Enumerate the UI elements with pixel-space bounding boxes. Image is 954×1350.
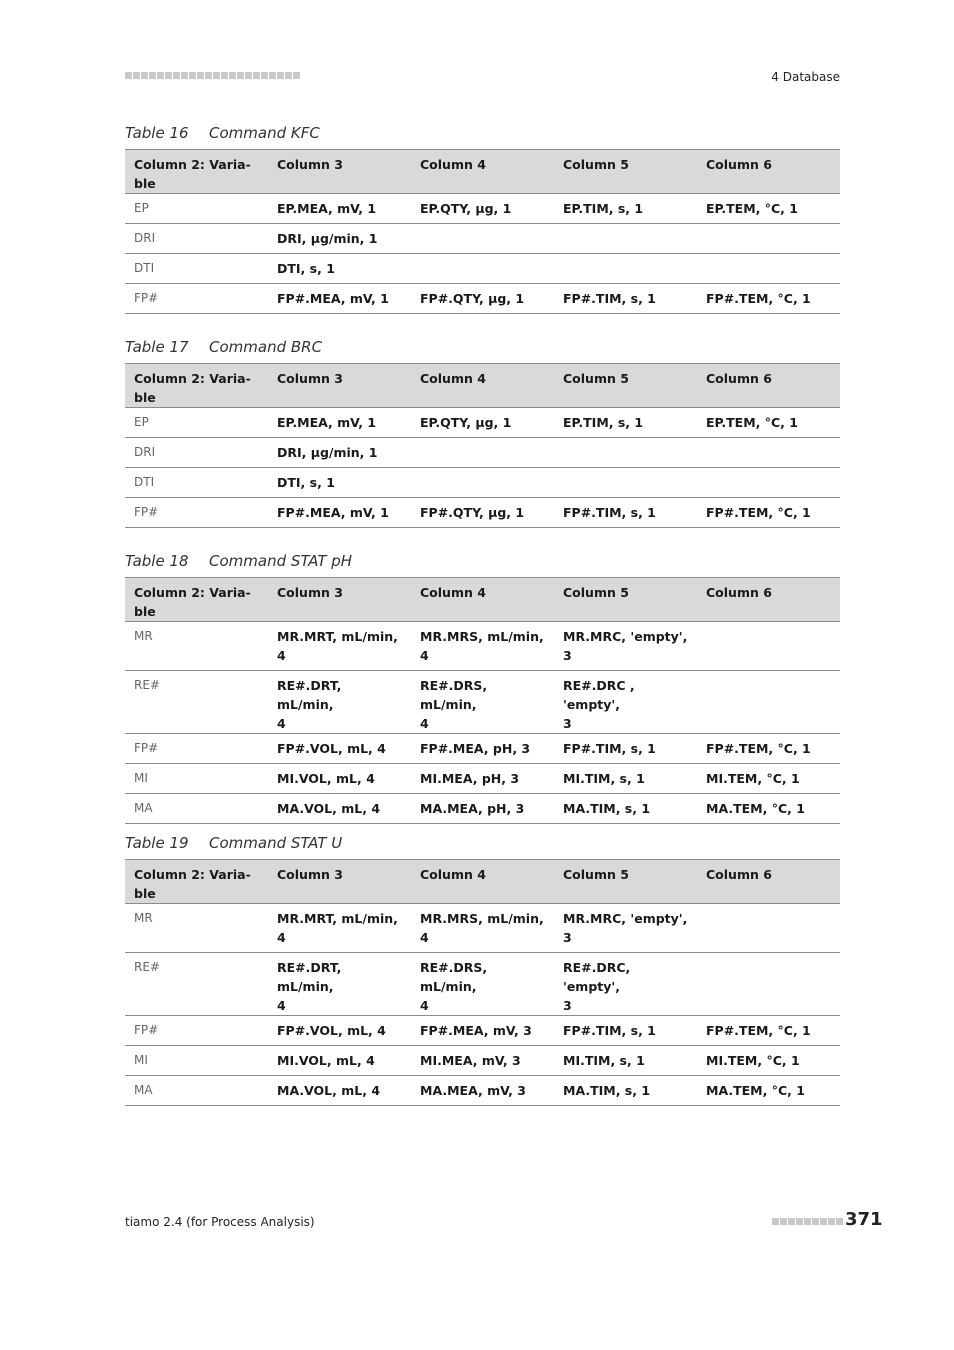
table-cell — [411, 438, 554, 468]
running-header: 4 Database — [771, 70, 840, 84]
table-cell: MI.TEM, °C, 1 — [697, 1046, 840, 1076]
table-cell: DTI, s, 1 — [268, 254, 411, 284]
table-caption — [125, 833, 840, 853]
table-cell: FP#.TIM, s, 1 — [554, 734, 697, 764]
table-cell: FP#.TEM, °C, 1 — [697, 498, 840, 528]
table-cell: FP#.MEA, pH, 3 — [411, 734, 554, 764]
table-cell: FP#.TEM, °C, 1 — [697, 1016, 840, 1046]
table-block — [125, 123, 840, 314]
table-cell — [697, 904, 840, 953]
column-header: Column 6 — [697, 860, 840, 904]
table-number: Table 18 — [125, 552, 189, 570]
column-header: Column 3 — [268, 860, 411, 904]
variable-cell: MA — [125, 794, 268, 824]
table-row — [125, 408, 840, 438]
table-cell: RE#.DRT, mL/min, 4 — [268, 953, 411, 1016]
table-header-row — [125, 150, 840, 194]
table-cell: EP.TIM, s, 1 — [554, 194, 697, 224]
table-cell — [554, 468, 697, 498]
table-cell — [411, 224, 554, 254]
table-row — [125, 224, 840, 254]
column-header: Column 6 — [697, 578, 840, 622]
table-caption — [125, 551, 840, 571]
table-row — [125, 284, 840, 314]
variable-cell: MI — [125, 764, 268, 794]
table-cell: FP#.QTY, µg, 1 — [411, 498, 554, 528]
column-header: Column 4 — [411, 578, 554, 622]
page-number: 371 — [845, 1209, 883, 1230]
table-row — [125, 734, 840, 764]
table-cell: EP.QTY, µg, 1 — [411, 408, 554, 438]
column-header: Column 5 — [554, 150, 697, 194]
table-cell: MA.TIM, s, 1 — [554, 1076, 697, 1106]
table-row — [125, 622, 840, 671]
table-cell: MR.MRS, mL/min, 4 — [411, 622, 554, 671]
table-number: Table 16 — [125, 124, 189, 142]
table-cell: DRI, µg/min, 1 — [268, 438, 411, 468]
column-header: Column 2: Varia- ble — [125, 364, 268, 408]
column-header: Column 3 — [268, 578, 411, 622]
column-header: Column 5 — [554, 578, 697, 622]
table-cell — [554, 254, 697, 284]
table-cell: FP#.VOL, mL, 4 — [268, 734, 411, 764]
table-cell — [697, 671, 840, 734]
table-cell — [411, 468, 554, 498]
table-cell — [697, 468, 840, 498]
column-header: Column 2: Varia- ble — [125, 578, 268, 622]
table-row — [125, 498, 840, 528]
table-cell: MI.TIM, s, 1 — [554, 1046, 697, 1076]
table-header-row — [125, 860, 840, 904]
table-cell: MA.TIM, s, 1 — [554, 794, 697, 824]
table-row — [125, 671, 840, 734]
table-cell — [554, 438, 697, 468]
header-decoration — [125, 72, 300, 79]
table-row — [125, 254, 840, 284]
table-cell — [697, 622, 840, 671]
table-cell: RE#.DRS, mL/min, 4 — [411, 953, 554, 1016]
table-cell: DTI, s, 1 — [268, 468, 411, 498]
table-cell — [697, 224, 840, 254]
table-row — [125, 468, 840, 498]
variable-cell: DTI — [125, 468, 268, 498]
variable-cell: FP# — [125, 734, 268, 764]
table-cell: FP#.TEM, °C, 1 — [697, 284, 840, 314]
table-cell: DRI, µg/min, 1 — [268, 224, 411, 254]
column-header: Column 4 — [411, 860, 554, 904]
table-block — [125, 337, 840, 528]
footer-product: tiamo 2.4 (for Process Analysis) — [125, 1215, 315, 1229]
table-title: Command STAT U — [209, 834, 343, 852]
table-cell — [697, 953, 840, 1016]
column-header: Column 5 — [554, 364, 697, 408]
table-cell: MR.MRT, mL/min, 4 — [268, 904, 411, 953]
variable-cell: EP — [125, 194, 268, 224]
table-cell: EP.TIM, s, 1 — [554, 408, 697, 438]
table-cell: MR.MRC, 'empty', 3 — [554, 904, 697, 953]
table-cell: FP#.TIM, s, 1 — [554, 498, 697, 528]
variable-cell: FP# — [125, 284, 268, 314]
table-caption — [125, 123, 840, 143]
variable-cell: EP — [125, 408, 268, 438]
table-cell: MI.TIM, s, 1 — [554, 764, 697, 794]
column-header: Column 2: Varia- ble — [125, 150, 268, 194]
table-cell: MI.VOL, mL, 4 — [268, 1046, 411, 1076]
variable-cell: DTI — [125, 254, 268, 284]
table-cell: EP.QTY, µg, 1 — [411, 194, 554, 224]
table-cell: RE#.DRS, mL/min, 4 — [411, 671, 554, 734]
table-cell — [697, 254, 840, 284]
column-header: Column 2: Varia- ble — [125, 860, 268, 904]
table-cell: MA.MEA, mV, 3 — [411, 1076, 554, 1106]
table-header-row — [125, 578, 840, 622]
table-row — [125, 794, 840, 824]
table-cell: MA.VOL, mL, 4 — [268, 794, 411, 824]
table-cell: MA.TEM, °C, 1 — [697, 1076, 840, 1106]
table-row — [125, 764, 840, 794]
table-header-row — [125, 364, 840, 408]
variable-cell: DRI — [125, 224, 268, 254]
table-cell — [697, 438, 840, 468]
table-row — [125, 194, 840, 224]
table-cell: FP#.TIM, s, 1 — [554, 1016, 697, 1046]
variable-cell: FP# — [125, 498, 268, 528]
table-cell: FP#.TIM, s, 1 — [554, 284, 697, 314]
table-title: Command BRC — [209, 338, 323, 356]
table-cell: MR.MRC, 'empty', 3 — [554, 622, 697, 671]
table-cell: RE#.DRC , 'empty', 3 — [554, 671, 697, 734]
variable-cell: MR — [125, 622, 268, 671]
table-cell: FP#.TEM, °C, 1 — [697, 734, 840, 764]
variable-cell: MR — [125, 904, 268, 953]
column-header: Column 4 — [411, 150, 554, 194]
table-block — [125, 551, 840, 824]
table-cell: RE#.DRT, mL/min, 4 — [268, 671, 411, 734]
variable-cell: RE# — [125, 953, 268, 1016]
table-cell: FP#.QTY, µg, 1 — [411, 284, 554, 314]
table-cell: FP#.MEA, mV, 1 — [268, 498, 411, 528]
table-caption — [125, 337, 840, 357]
variable-cell: DRI — [125, 438, 268, 468]
command-table — [125, 363, 840, 528]
footer-decoration — [772, 1218, 843, 1225]
table-cell: MA.MEA, pH, 3 — [411, 794, 554, 824]
variable-cell: MI — [125, 1046, 268, 1076]
column-header: Column 4 — [411, 364, 554, 408]
table-cell: FP#.MEA, mV, 3 — [411, 1016, 554, 1046]
column-header: Column 3 — [268, 150, 411, 194]
table-row — [125, 1076, 840, 1106]
table-title: Command KFC — [209, 124, 320, 142]
table-title: Command STAT pH — [209, 552, 353, 570]
column-header: Column 6 — [697, 150, 840, 194]
table-cell — [554, 224, 697, 254]
table-cell: RE#.DRC, 'empty', 3 — [554, 953, 697, 1016]
column-header: Column 5 — [554, 860, 697, 904]
table-row — [125, 438, 840, 468]
table-cell: EP.TEM, °C, 1 — [697, 408, 840, 438]
table-cell: EP.MEA, mV, 1 — [268, 194, 411, 224]
column-header: Column 3 — [268, 364, 411, 408]
table-cell: FP#.MEA, mV, 1 — [268, 284, 411, 314]
table-cell: EP.TEM, °C, 1 — [697, 194, 840, 224]
table-row — [125, 904, 840, 953]
table-cell: MR.MRS, mL/min, 4 — [411, 904, 554, 953]
variable-cell: FP# — [125, 1016, 268, 1046]
variable-cell: RE# — [125, 671, 268, 734]
table-cell: MI.TEM, °C, 1 — [697, 764, 840, 794]
table-cell — [411, 254, 554, 284]
table-cell: MA.VOL, mL, 4 — [268, 1076, 411, 1106]
table-number: Table 19 — [125, 834, 189, 852]
table-cell: EP.MEA, mV, 1 — [268, 408, 411, 438]
column-header: Column 6 — [697, 364, 840, 408]
table-cell: MA.TEM, °C, 1 — [697, 794, 840, 824]
table-cell: FP#.VOL, mL, 4 — [268, 1016, 411, 1046]
table-row — [125, 953, 840, 1016]
table-cell: MI.MEA, mV, 3 — [411, 1046, 554, 1076]
table-block — [125, 833, 840, 1106]
command-table — [125, 149, 840, 314]
table-cell: MI.MEA, pH, 3 — [411, 764, 554, 794]
table-cell: MI.VOL, mL, 4 — [268, 764, 411, 794]
table-row — [125, 1016, 840, 1046]
command-table — [125, 859, 840, 1106]
table-cell: MR.MRT, mL/min, 4 — [268, 622, 411, 671]
variable-cell: MA — [125, 1076, 268, 1106]
table-number: Table 17 — [125, 338, 189, 356]
command-table — [125, 577, 840, 824]
table-row — [125, 1046, 840, 1076]
